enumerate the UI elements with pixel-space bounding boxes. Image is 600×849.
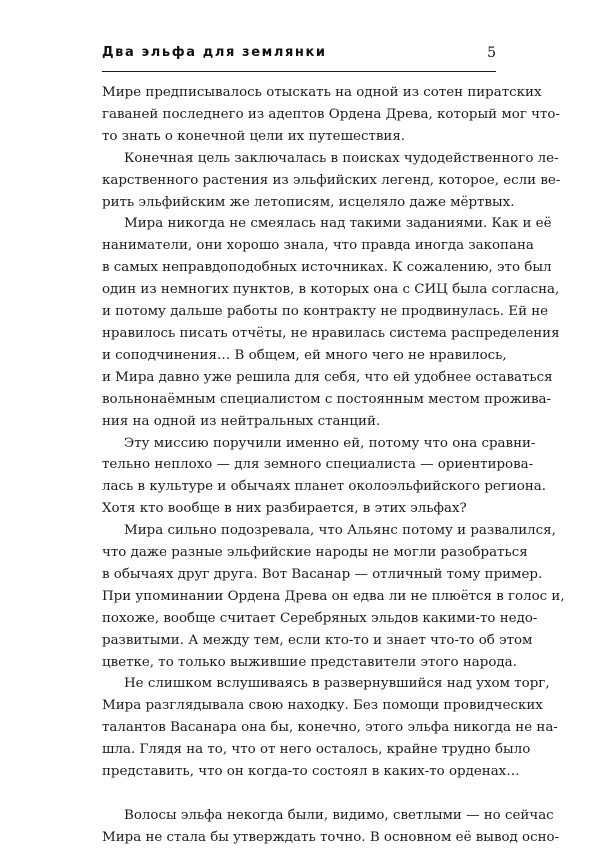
text-line: и потому дальше работы по контракту не продвинулась. Ей не [102,304,549,320]
text-line: в самых неправдоподобных источниках. К сожалению, это был [102,260,552,276]
text-line: Волосы эльфа некогда были, видимо, светлыми — но сейчас [124,808,554,823]
page-number: 5 [487,45,496,61]
text-line: Конечная цель заключалась в поисках чудодейственного ле- [124,150,559,166]
text-line: талантов Васанара она бы, конечно, этого эльфа никогда не на- [102,720,558,736]
text-line: Мире предписывалось отыскать на одной из сотен пиратских [102,85,542,100]
text-line: шла. Глядя на то, что от него осталось, крайне трудно было [102,742,531,758]
text-line: Хотя кто вообще в них разбирается, в этих эльфах? [102,501,467,517]
text-line: нравилось писать отчёты, не нравилась система распределения [102,325,560,341]
text-line: один из немногих пунктов, в которых она с СИЦ была согласна, [102,282,560,298]
text-line: и соподчинения… В общем, ей много чего не нравилось, [102,347,507,363]
text-line: Не слишком вслушиваясь в развернувшийся над ухом торг, [124,676,550,692]
text-line: наниматели, они хорошо знала, что правда иногда закопана [102,238,534,254]
text-line: что даже разные эльфийские народы не могли разобраться [102,545,528,561]
paragraph [102,213,560,432]
text-line: ния на одной из нейтральных станций. [102,413,381,429]
text-line: развитыми. А между тем, если кто-то и знает что-то об этом [102,632,533,648]
text-line: в обычаях друг друга. Вот Васанар — отличный тому пример. [102,566,543,582]
text-line: тельно неплохо — для земного специалиста — ориентирова- [102,457,534,473]
text-line: Мира никогда не смеялась над такими заданиями. Как и её [124,216,552,232]
paragraph [102,520,565,673]
paragraph [102,805,560,849]
text-line: и Мира давно уже решила для себя, что ей удобнее оставаться [102,369,553,385]
text-line: Мира разглядывала свою находку. Без помощи провидческих [102,698,543,714]
text-line: представить, что он когда-то состоял в каких-то орденах… [102,764,520,780]
text-line: Мира сильно подозревала, что Альянс потому и развалился, [124,523,556,539]
body-text [102,82,565,849]
text-line: вольнонаёмным специалистом с постоянным местом прожива- [102,391,551,407]
running-title: Два эльфа для землянки [102,45,327,60]
text-line: гаваней последнего из адептов Ордена Древа, который мог что- [102,106,560,122]
paragraph [102,148,561,214]
text-line: цветке, то только выжившие представители этого народа. [102,654,517,670]
text-line: то знать о конечной цели их путешествия. [102,128,406,144]
text-line: Мира не стала бы утверждать точно. В основном её вывод осно- [102,829,560,845]
header-rule [102,71,496,72]
paragraph [102,433,547,521]
text-line: похоже, вообще считает Серебряных эльдов какими-то недо- [102,610,538,626]
text-line: карственного растения из эльфийских легенд, которое, если ве- [102,172,561,188]
paragraph [102,82,560,148]
page-header [102,45,496,69]
text-line: лась в культуре и обычаях планет околоэльфийского региона. [102,479,547,495]
text-line: рить эльфийским же летописям, исцеляло даже мёртвых. [102,194,515,210]
text-line: Эту миссию поручили именно ей, потому что она сравни- [124,435,536,451]
text-line: При упоминании Ордена Древа он едва ли не плюётся в голос и, [102,588,565,604]
paragraph [102,673,558,783]
section-break [102,783,496,805]
